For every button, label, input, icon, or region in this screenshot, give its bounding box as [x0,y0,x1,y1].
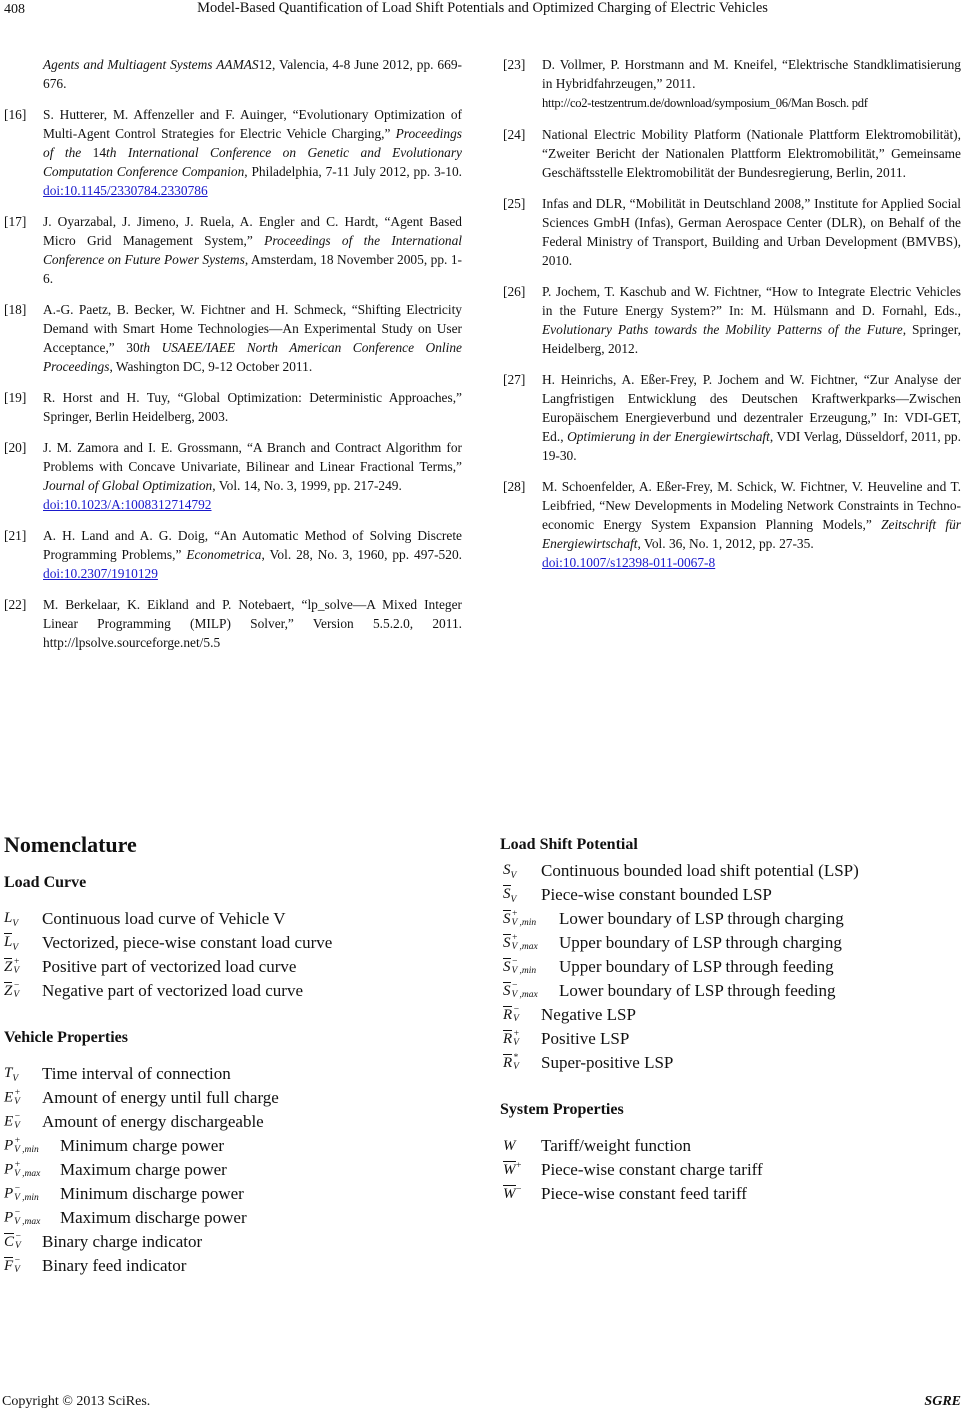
reference-27: [27] H. Heinrichs, A. Eßer-Frey, P. Jochem and W. Fichtner, “Zur Analyse der Langfristigen Entwicklung des Deutschen Kraftwerkparks—Zwischen Europäischem Energieverbund und dezentraler Erzeugung,” In: VDI-GET, Ed., Optimierung in der Energiewirtschaft, VDI Verlag, Düsseldorf, 2011, pp. 19-30. [503,372,961,463]
term-row: P + V ,min Minimum charge power [4,1136,224,1155]
term-row: F − V Binary feed indicator [4,1256,187,1276]
term-row: S + V ,max Upper boundary of LSP through charging [503,933,842,953]
system-properties-terms [503,1134,763,1206]
running-title: Model-Based Quantification of Load Shift Potentials and Optimized Charging of Electric Vehicles [197,0,768,16]
reference-16: [16] S. Hutterer, M. Affenzeller and F. Auinger, “Evolutionary Optimization of Multi-Agent Control Strategies for Electric Vehicle Charging,” Proceedings of the 14th International Conference on Genetic and Evolutionary Computation Conference Companion, Philadelphia, 7-11 July 2012, pp. 3-10. doi:10.1145/2330784.2330786 [4,107,462,198]
term-row: $S_V$ Continuous bounded load shift potential (LSP) [503,861,859,881]
doi-link[interactable]: doi:10.1145/2330784.2330786 [43,183,208,198]
term-row: R − V Negative LSP [503,1005,636,1025]
reference-15-cont: Agents and Multiagent Systems AAMAS12, Valencia, 4-8 June 2012, pp. 669-676. [43,57,462,91]
doi-link[interactable]: doi:10.1023/A:1008312714792 [43,497,212,512]
term-row: R + V Positive LSP [503,1029,630,1049]
term-row: R * V Super-positive LSP [503,1053,674,1073]
nomenclature-title: Nomenclature [4,832,137,857]
term-row: S − V ,max Lower boundary of LSP through feeding [503,981,836,1001]
reference-19: [19] R. Horst and H. Tuy, “Global Optimization: Deterministic Approaches,” Springer, Berlin Heidelberg, 2003. [4,390,462,424]
term-row: $S_V$ Piece-wise constant bounded LSP [503,885,772,905]
vehicle-properties-terms [4,1062,279,1278]
term-row: $L_V$ Continuous load curve of Vehicle V [4,909,286,929]
reference-22: [22] M. Berkelaar, K. Eikland and P. Notebaert, “lp_solve—A Mixed Integer Linear Programming (MILP) Solver,” Version 5.5.2.0, 2011. http://lpsolve.sourceforge.net/5.5 [4,597,462,650]
references-left-column [4,55,462,664]
reference-24: [24] National Electric Mobility Platform (Nationale Plattform Elektromobilität), “Zweiter Bericht der Nationalen Plattform Elektromobilität,” Gemeinsame Geschäftsstelle Elektromobilität der Bundesregierung, Berlin, 2011. [503,127,961,180]
copyright: Copyright © 2013 SciRes. [2,1394,151,1409]
term-row: S + V ,min Lower boundary of LSP through charging [503,909,844,929]
term-row: C − V Binary charge indicator [4,1232,203,1252]
term-row: W Tariff/weight function [503,1136,692,1155]
term-row: P − V ,min Minimum discharge power [4,1184,244,1203]
section-load-shift-potential: Load Shift Potential [500,836,638,853]
term-row: E + V Amount of energy until full charge [4,1088,279,1107]
term-row: E − V Amount of energy dischargeable [4,1112,264,1131]
journal-abbrev: SGRE [924,1394,961,1409]
load-curve-terms [4,907,332,1003]
reference-25: [25] Infas and DLR, “Mobilität in Deutschland 2008,” Institute for Applied Social Sciences GmbH (Infas), German Aerospace Center (DLR), on Behalf of the Federal Ministry of Transport, Building and Urban Development (BMVBS), 2010. [503,196,961,268]
term-row: Z + V Positive part of vectorized load curve [4,957,297,977]
reference-17: [17] J. Oyarzabal, J. Jimeno, J. Ruela, A. Engler and C. Hardt, “Agent Based Micro Grid Management System,” Proceedings of the International Conference on Future Power Systems, Amsterdam, 18 November 2005, pp. 1-6. [4,214,462,286]
term-row: S − V ,min Upper boundary of LSP through feeding [503,957,834,977]
load-shift-potential-terms [503,859,859,1075]
term-row: P − V ,max Maximum discharge power [4,1208,247,1227]
references-right-column [503,55,961,584]
section-vehicle-properties: Vehicle Properties [4,1029,128,1046]
reference-28: [28] M. Schoenfelder, A. Eßer-Frey, M. Schick, W. Fichtner, V. Heuveline and T. Leibfried, “New Developments in Modeling Network Constraints in Techno-economic Energy System Expansion Planning Models,” Zeitschrift für Energiewirtschaft, Vol. 36, No. 1, 2012, pp. 27-35. doi:10.1007/s12398-011-0067-8 [503,479,961,570]
term-row: P + V ,max Maximum charge power [4,1160,227,1179]
reference-url: http://co2-testzentrum.de/download/symposium_06/Man Bosch. pdf [542,96,868,110]
section-system-properties: System Properties [500,1101,624,1118]
term-row: W+ Piece-wise constant charge tariff [503,1160,763,1179]
term-row: $T_V$ Time interval of connection [4,1064,231,1084]
reference-23: [23] D. Vollmer, P. Horstmann and M. Kneifel, “Elektrische Standklimatisierung in Hybridfahrzeugen,” 2011. http://co2-testzentrum.de/download/symposium_06/Man Bosch. pdf [503,57,961,110]
reference-20: [20] J. M. Zamora and I. E. Grossmann, “A Branch and Contract Algorithm for Problems with Concave Univariate, Bilinear and Linear Fractional Terms,” Journal of Global Optimization, Vol. 14, No. 3, 1999, pp. 217-249. doi:10.1023/A:1008312714792 [4,440,462,512]
reference-26: [26] P. Jochem, T. Kaschub and W. Fichtner, “How to Integrate Electric Vehicles in the Future Energy System?” In: M. Hülsmann and D. Fornahl, Eds., Evolutionary Paths towards the Mobility Patterns of the Future, Springer, Heidelberg, 2012. [503,284,961,356]
doi-link[interactable]: doi:10.1007/s12398-011-0067-8 [542,555,716,570]
reference-18: [18] A.-G. Paetz, B. Becker, W. Fichtner and H. Schmeck, “Shifting Electricity Demand with Smart Home Technologies—An Experimental Study on User Acceptance,” 30th USAEE/IAEE North American Conference Online Proceedings, Washington DC, 9-12 October 2011. [4,302,462,374]
page-number: 408 [4,2,25,17]
section-load-curve: Load Curve [4,874,87,891]
term-row: W− Piece-wise constant feed tariff [503,1184,747,1203]
term-row: $L_V$ Vectorized, piece-wise constant load curve [4,933,333,953]
doi-link[interactable]: doi:10.2307/1910129 [43,566,158,581]
term-row: Z − V Negative part of vectorized load curve [4,981,304,1001]
reference-21: [21] A. H. Land and A. G. Doig, “An Automatic Method of Solving Discrete Programming Problems,” Econometrica, Vol. 28, No. 3, 1960, pp. 497-520. doi:10.2307/1910129 [4,528,462,581]
